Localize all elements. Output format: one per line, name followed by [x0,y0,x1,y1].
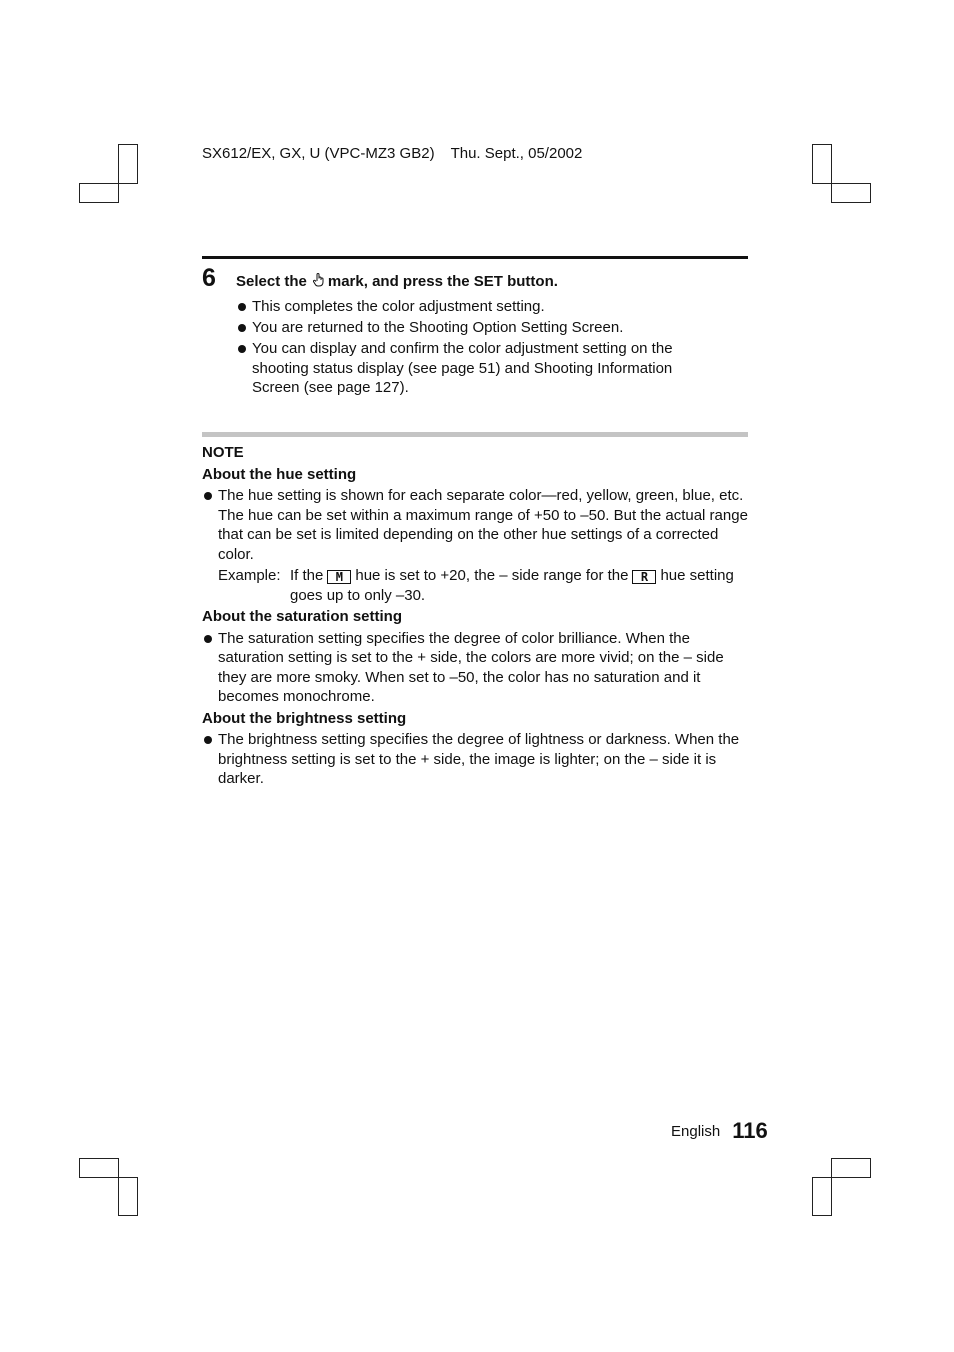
example-mid: hue is set to +20, the – side range for the [355,567,629,584]
crop-mark [118,144,138,184]
note-title: NOTE [202,444,244,461]
step-bullet-list [236,297,706,399]
saturation-text: The saturation setting specifies the degree of color brilliance. When the saturation setting is set to the + side, the colors are more vivid; on the – side they are more smoky. When set to –50, the color has no saturation and it becomes monochrome. [202,629,748,707]
section-rule [202,256,748,259]
step-title [236,273,558,290]
list-item: You are returned to the Shooting Option Setting Screen. [236,318,706,338]
page-footer [671,1118,768,1144]
step-number: 6 [202,264,216,292]
print-header [202,145,582,162]
header-model: SX612/EX, GX, U (VPC-MZ3 GB2) [202,145,435,162]
hue-text: The hue setting is shown for each separate color—red, yellow, green, blue, etc. The hue can be set within a maximum range of +50 to –50. But the actual range that can be set is limited depending on the other hue settings of a corrected color. [202,486,748,564]
magenta-icon: M [327,570,351,584]
example-post: hue setting goes up to only –30. [290,567,734,604]
step-title-post: mark, and press the SET button. [327,273,558,290]
note-section [202,443,748,791]
example-pre: If the [290,567,324,584]
header-date: Thu. Sept., 05/2002 [450,145,583,162]
page-number: 116 [732,1118,768,1143]
brightness-text: The brightness setting specifies the degree of lightness or darkness. When the brightness setting is set to the + side, the image is lighter; on the – side it is darker. [202,730,748,789]
crop-mark [118,1177,138,1216]
hue-example [202,566,748,605]
example-label: Example: [218,567,281,584]
step-title-pre: Select the [236,273,307,290]
crop-mark [79,1158,119,1178]
list-item: You can display and confirm the color adjustment setting on the shooting status display (see page 51) and Shooting Information Screen (see page 127). [236,339,706,398]
list-item: This completes the color adjustment setting. [236,297,706,317]
footer-language: English [671,1123,721,1140]
crop-mark [831,1158,871,1178]
hand-pointer-icon [313,273,324,287]
saturation-heading: About the saturation setting [202,608,402,625]
note-rule [202,432,748,437]
example-text [290,566,748,605]
crop-mark [812,1177,832,1216]
hue-heading: About the hue setting [202,465,357,483]
red-icon: R [632,570,656,584]
crop-mark [812,144,832,184]
brightness-heading: About the brightness setting [202,709,407,727]
crop-mark [831,183,871,203]
crop-mark [79,183,119,203]
